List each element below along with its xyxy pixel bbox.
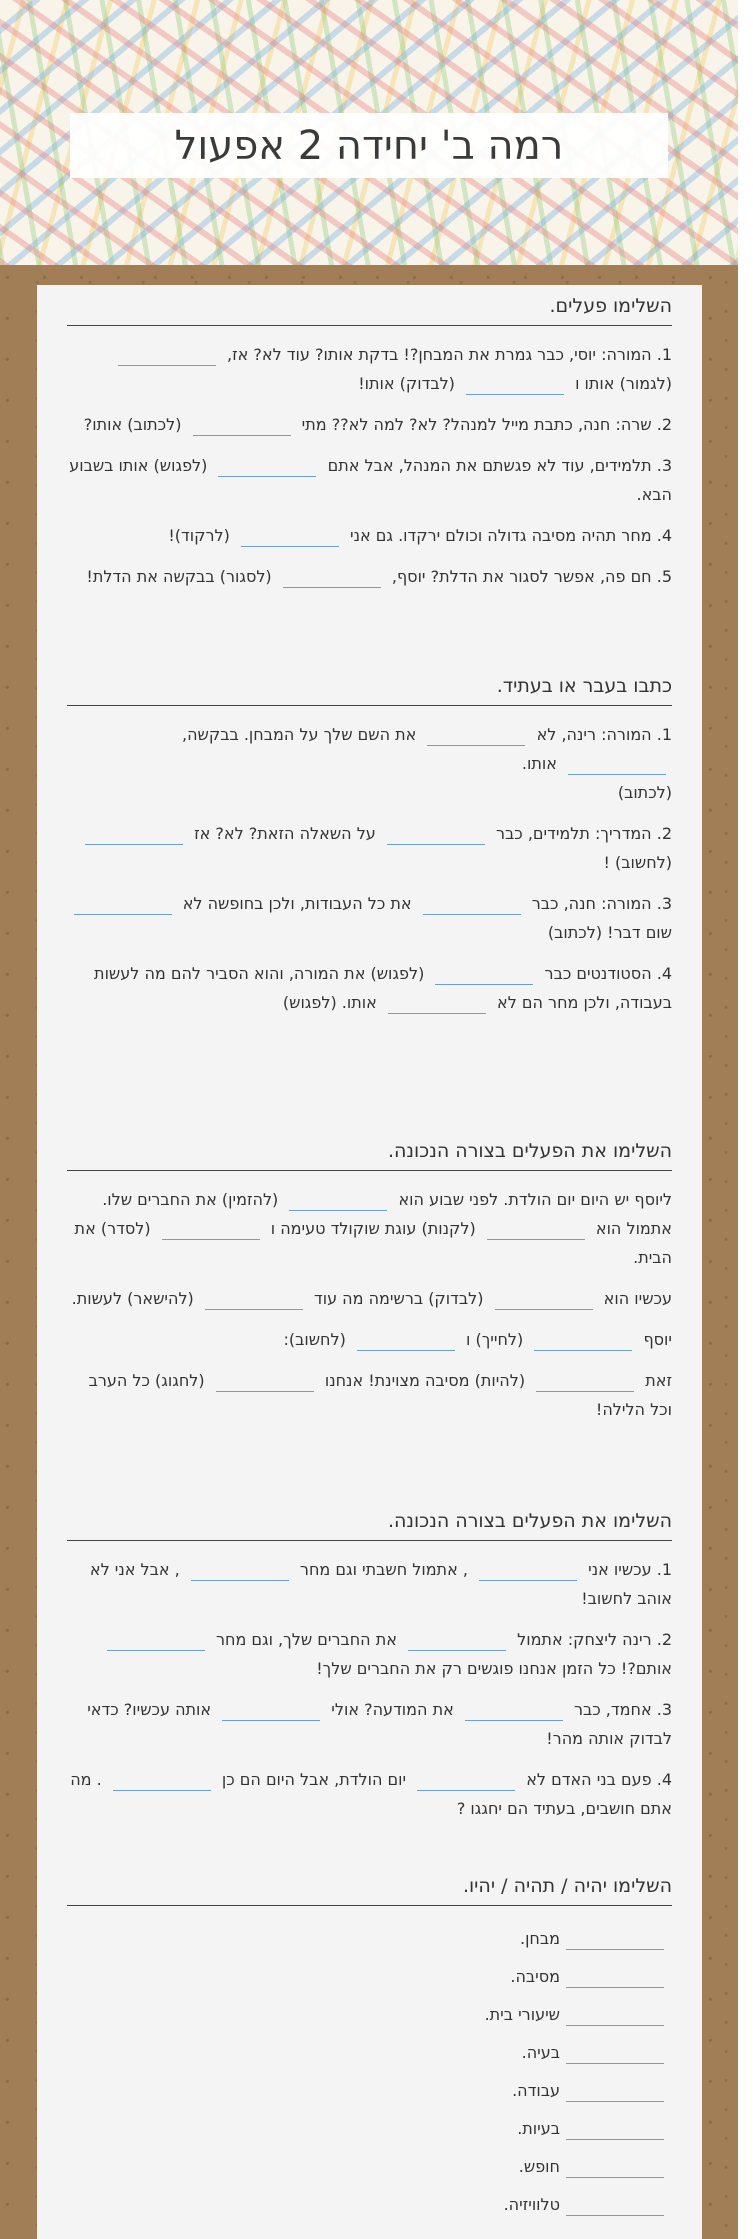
answer-blank[interactable]: [423, 895, 521, 915]
list-text: מסיבה.: [510, 1967, 560, 1986]
question-text: 3. המורה: חנה, כבר: [531, 894, 672, 913]
answer-blank[interactable]: [566, 1930, 664, 1950]
answer-blank[interactable]: [205, 1290, 303, 1310]
answer-blank[interactable]: [289, 1191, 387, 1211]
story-text: ליוסף יש היום יום הולדת. לפני שבוע הוא: [398, 1190, 672, 1209]
list-item: [67, 2072, 672, 2110]
answer-blank[interactable]: [566, 1968, 664, 1988]
question-3: [67, 889, 672, 947]
answer-blank[interactable]: [427, 726, 525, 746]
answer-blank[interactable]: [387, 825, 485, 845]
story-paragraph-3: [67, 1325, 672, 1354]
question-text: אותם?! כל הזמן אנחנו פוגשים רק את החברים שלך!: [316, 1659, 672, 1678]
question-4: [67, 521, 672, 550]
question-text: 2. המדריך: תלמידים, כבר: [496, 824, 672, 843]
question-text: (לפגוש) אותו בשבוע הבא.: [69, 456, 672, 504]
answer-blank[interactable]: [479, 1561, 577, 1581]
title-band: [70, 113, 668, 178]
story-paragraph-1: [67, 1185, 672, 1272]
answer-blank[interactable]: [495, 1290, 593, 1310]
question-text: את השם שלך על המבחן. בבקשה,: [182, 725, 417, 744]
question-1: [67, 340, 672, 398]
story-text: (להיות) מסיבה מצוינת! אנחנו: [324, 1371, 526, 1390]
answer-blank[interactable]: [222, 1701, 320, 1721]
section-title: השלימו את הפעלים בצורה הנכונה.: [67, 1510, 672, 1541]
question-text: (לכתוב) אותו?: [83, 415, 182, 434]
question-text: את המודעה? אולי: [331, 1700, 454, 1719]
answer-blank[interactable]: [566, 2082, 664, 2102]
list-text: חופש.: [518, 2157, 560, 2176]
section-title: השלימו יהיה / תהיה / יהיו.: [67, 1875, 672, 1906]
answer-blank[interactable]: [566, 2044, 664, 2064]
question-5: [67, 562, 672, 591]
answer-blank[interactable]: [408, 1631, 506, 1651]
list-item: [67, 2148, 672, 2186]
question-text: , אתמול חשבתי וגם מחר: [299, 1560, 468, 1579]
story-paragraph-2: [67, 1284, 672, 1313]
story-text: (לסדר) את הבית.: [74, 1219, 672, 1267]
story-text: (לחגוג) כל הערב וכל הלילה!: [88, 1371, 672, 1419]
list-item: [67, 2034, 672, 2072]
side-strip: [738, 0, 753, 2239]
answer-blank[interactable]: [118, 346, 216, 366]
question-1: [67, 720, 672, 807]
question-text: 3. תלמידים, עוד לא פגשתם את המנהל, אבל אתם: [327, 456, 672, 475]
question-text: אותה עכשיו? כדאי לבדוק אותה מהר!: [87, 1700, 672, 1748]
question-text: אותו.: [521, 754, 557, 773]
question-text: 3. אחמד, כבר: [573, 1700, 672, 1719]
answer-blank[interactable]: [466, 375, 564, 395]
question-text: על השאלה הזאת? לא? אז: [194, 824, 376, 843]
list-item: [67, 1958, 672, 1996]
question-text: 1. המורה: יוסי, כבר גמרת את המבחן?! בדקת אותו? עוד לא? אז,: [227, 345, 672, 364]
worksheet-panel: [37, 285, 702, 2239]
question-1: [67, 1555, 672, 1613]
question-text: 2. שרה: חנה, כתבת מייל למנהל? לא? למה לא?? מתי: [301, 415, 672, 434]
answer-blank[interactable]: [218, 457, 316, 477]
answer-blank[interactable]: [487, 1220, 585, 1240]
answer-blank[interactable]: [241, 527, 339, 547]
answer-blank[interactable]: [534, 1331, 632, 1351]
question-text: (לסגור) בבקשה את הדלת!: [86, 567, 272, 586]
story-text: יוסף: [643, 1330, 672, 1349]
question-text: 4. הסטודנטים כבר: [544, 964, 672, 983]
answer-blank[interactable]: [191, 1561, 289, 1581]
question-4: [67, 959, 672, 1017]
verb-hint: (לכתוב): [617, 783, 672, 802]
list-text: טלוויזיה.: [503, 2195, 560, 2214]
list-item: [67, 1920, 672, 1958]
section-complete-verbs: [67, 295, 672, 603]
answer-blank[interactable]: [566, 2196, 664, 2216]
answer-blank[interactable]: [388, 994, 486, 1014]
question-text: (לרקוד)!: [168, 526, 230, 545]
question-text: אותו. (לפגוש): [282, 993, 377, 1012]
story-paragraph-4: [67, 1366, 672, 1424]
list-text: מבחן.: [519, 1929, 560, 1948]
answer-blank[interactable]: [193, 416, 291, 436]
question-text: 5. חם פה, אפשר לסגור את הדלת? יוסף,: [391, 567, 672, 586]
answer-blank[interactable]: [162, 1220, 260, 1240]
question-text: 1. המורה: רינה, לא: [536, 725, 672, 744]
answer-blank[interactable]: [566, 2120, 664, 2140]
question-text: (לבדוק) אותו!: [358, 374, 455, 393]
answer-blank[interactable]: [566, 2006, 664, 2026]
list-item: [67, 2110, 672, 2148]
answer-blank[interactable]: [74, 895, 172, 915]
section-yihye: [67, 1875, 672, 2224]
answer-blank[interactable]: [113, 1771, 211, 1791]
section-title: כתבו בעבר או בעתיד.: [67, 675, 672, 706]
question-text: 4. פעם בני האדם לא: [526, 1770, 672, 1789]
answer-blank[interactable]: [357, 1331, 455, 1351]
question-3: [67, 451, 672, 509]
question-text: את כל העבודות, ולכן בחופשה לא: [182, 894, 412, 913]
question-text: (לחשוב) !: [603, 853, 672, 872]
story-text: (להזמין) את החברים שלו. אתמול הוא: [102, 1190, 672, 1238]
question-text: שום דבר! (לכתוב): [547, 923, 672, 942]
list-item: [67, 2186, 672, 2224]
question-text: את החברים שלך, וגם מחר: [215, 1630, 397, 1649]
answer-blank[interactable]: [568, 755, 666, 775]
list-item: [67, 1996, 672, 2034]
answer-blank[interactable]: [536, 1372, 634, 1392]
question-3: [67, 1695, 672, 1753]
answer-blank[interactable]: [566, 2158, 664, 2178]
list-text: בעיות.: [517, 2119, 560, 2138]
answer-blank[interactable]: [216, 1372, 314, 1392]
question-text: 1. עכשיו אני: [588, 1560, 672, 1579]
section-past-future: [67, 675, 672, 1029]
question-text: (לפגוש) את המורה, והוא הסביר להם מה לעשות בעבודה, ולכן מחר הם לא: [94, 964, 672, 1012]
answer-blank[interactable]: [283, 568, 381, 588]
list-text: שיעורי בית.: [484, 2005, 560, 2024]
question-text: 4. מחר תהיה מסיבה גדולה וכולם ירקדו. גם אני: [350, 526, 672, 545]
question-text: (לגמור) אותו ו: [575, 374, 672, 393]
question-text: . מה אתם חושבים, בעתיד הם יחגגו ?: [70, 1770, 672, 1818]
question-4: [67, 1765, 672, 1823]
page-title: רמה ב' יחידה 2 אפעול: [174, 122, 564, 169]
question-2: [67, 1625, 672, 1683]
question-text: יום הולדת, אבל היום הם כן: [221, 1770, 407, 1789]
story-text: (לחייך) ו: [466, 1330, 524, 1349]
story-text: (להישאר) לעשות.: [71, 1289, 194, 1308]
story-text: (לקנות) עוגת שוקולד טעימה ו: [270, 1219, 476, 1238]
section-correct-form-story: [67, 1140, 672, 1436]
answer-blank[interactable]: [107, 1631, 205, 1651]
answer-blank[interactable]: [417, 1771, 515, 1791]
story-text: (לחשוב):: [283, 1330, 346, 1349]
section-title: השלימו פעלים.: [67, 295, 672, 326]
answer-blank[interactable]: [435, 965, 533, 985]
answer-blank[interactable]: [85, 825, 183, 845]
question-2: [67, 819, 672, 877]
story-text: עכשיו הוא: [603, 1289, 672, 1308]
story-text: זאת: [645, 1371, 672, 1390]
section-correct-form-sentences: [67, 1510, 672, 1835]
question-2: [67, 410, 672, 439]
section-title: השלימו את הפעלים בצורה הנכונה.: [67, 1140, 672, 1171]
question-text: , אבל אני לא אוהב לחשוב!: [89, 1560, 672, 1608]
story-text: (לבדוק) ברשימה מה עוד: [313, 1289, 484, 1308]
list-text: בעיה.: [521, 2043, 560, 2062]
question-text: 2. רינה ליצחק: אתמול: [517, 1630, 672, 1649]
header-banner: [0, 0, 738, 265]
list-text: עבודה.: [512, 2081, 560, 2100]
answer-blank[interactable]: [465, 1701, 563, 1721]
